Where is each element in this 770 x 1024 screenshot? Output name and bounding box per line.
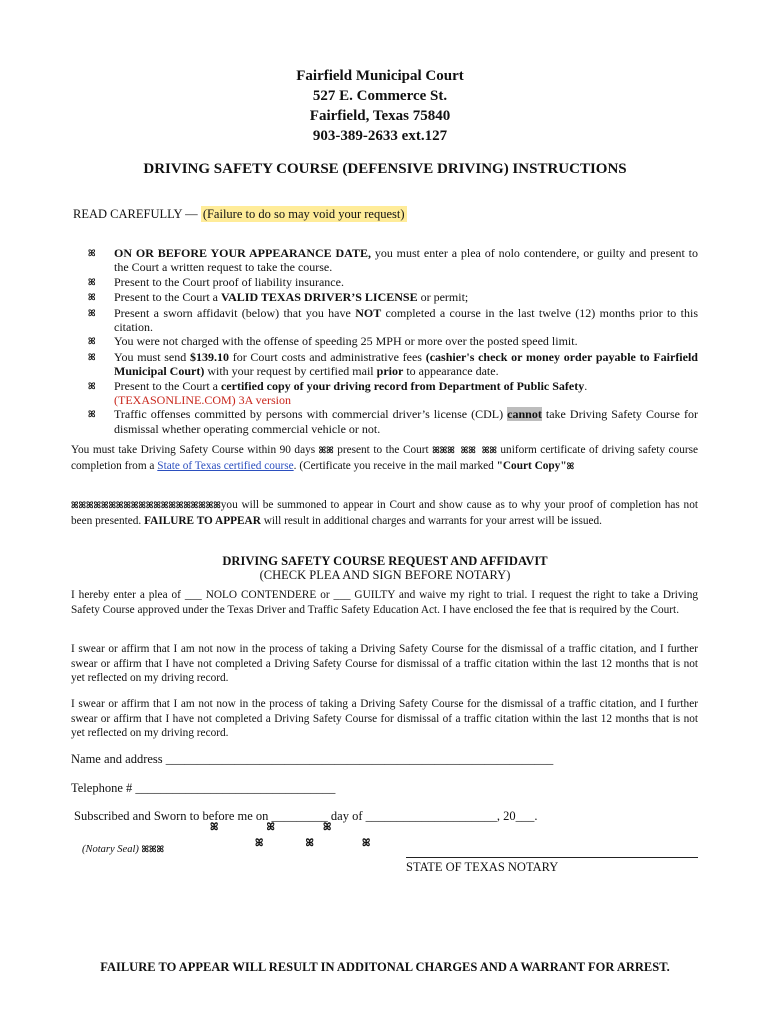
bullet-glyph: ꕤ xyxy=(88,410,96,421)
texasonline-note: (TEXASONLINE.COM) 3A version xyxy=(114,393,291,408)
swear-paragraph-1: I swear or affirm that I am not now in the process of taking a Driving Safety Course for the dismissal of a traffic citation, and I further swear or affirm that I have not completed a Driving Safety Course for dismissal of a traffic citation within the last 12 months that is not yet reflected on my driving record. xyxy=(71,643,698,684)
garbled-glyphs: ꕤꕤ xyxy=(318,446,334,456)
notary-signature-line[interactable] xyxy=(406,857,698,858)
court-header xyxy=(0,66,770,146)
list-item xyxy=(88,290,698,305)
item-bold: VALID TEXAS DRIVER’S LICENSE xyxy=(220,290,418,305)
telephone-field[interactable]: Telephone # ________________________________ xyxy=(71,781,336,795)
garbled-glyphs: ꕤꕤꕤꕤꕤꕤꕤꕤꕤꕤꕤꕤꕤꕤꕤꕤꕤꕤꕤꕤ xyxy=(71,501,221,511)
para1-b: present to the Court xyxy=(337,444,429,456)
summons-paragraph xyxy=(71,498,698,528)
list-item xyxy=(88,334,698,349)
item-text: you must enter a plea of nolo contendere, or guilty and present to the Court a written request to take the course. xyxy=(114,246,698,275)
item-pre: Traffic offenses committed by persons with commercial driver’s license (CDL) xyxy=(114,407,508,422)
item-bold-payable: (cashier's check or money order payable to Fairfield Municipal Court) xyxy=(114,349,698,379)
court-copy-label: "Court Copy" xyxy=(496,459,567,472)
read-carefully-note xyxy=(73,207,407,222)
swear-paragraph-2: I swear or affirm that I am not now in the process of taking a Driving Safety Course for the dismissal of a traffic citation, and I further swear or affirm that I have not completed a Driving Safety Course for dismissal of a traffic citation within the last 12 months that is not yet reflected on my driving record. xyxy=(71,698,698,739)
list-item xyxy=(88,246,698,275)
item-mid2: with your request by certified mail xyxy=(204,364,377,379)
item-pre: Present a sworn affidavit (below) that you have xyxy=(114,305,356,320)
sworn-date-field[interactable]: Subscribed and Sworn to before me on _________ day of _____________________, 20___. xyxy=(74,809,538,823)
failure-to-appear-label: FAILURE TO APPEAR xyxy=(144,514,261,527)
read-prefix: READ CAREFULLY — xyxy=(73,207,198,221)
bullet-glyph: ꕤ xyxy=(88,277,96,288)
item-pre: Present to the Court a xyxy=(114,290,221,305)
footer-warning: FAILURE TO APPEAR WILL RESULT IN ADDITONAL CHARGES AND A WARRANT FOR ARREST. xyxy=(100,960,670,974)
list-item xyxy=(88,275,698,290)
deadline-paragraph xyxy=(71,443,698,474)
court-street: 527 E. Commerce St. xyxy=(312,88,448,104)
garbled-glyphs: ꕤ xyxy=(566,461,575,472)
bullet-glyph: ꕤ xyxy=(88,308,96,319)
item-text: . xyxy=(584,378,588,393)
bullet-glyph: ꕤ xyxy=(88,293,96,304)
plea-paragraph: I hereby enter a plea of ___ NOLO CONTENDERE or ___ GUILTY and waive my right to trial. I request the right to take a Driving Safety Course approved under the Texas Driver and Traffic Safety Education Act. I have enclosed the fee that is required by the Court. xyxy=(71,589,698,616)
item-bold: NOT xyxy=(355,305,382,320)
bullet-glyph: ꕤ xyxy=(88,352,96,363)
list-item xyxy=(88,306,698,335)
scan-artifact: ꕤ ꕤ ꕤ xyxy=(210,822,332,833)
certified-course-link[interactable]: State of Texas certified course xyxy=(157,459,294,472)
item-pre: Present to the Court a xyxy=(114,378,221,393)
read-highlight: (Failure to do so may void your request) xyxy=(202,207,405,221)
item-bold-cannot: cannot xyxy=(507,407,542,422)
garbled-glyphs: ꕤꕤꕤ ꕤꕤ ꕤꕤ xyxy=(432,446,497,456)
list-item xyxy=(88,350,698,379)
court-name: Fairfield Municipal Court xyxy=(296,68,464,84)
name-address-field[interactable]: Name and address ______________________________________________________________ xyxy=(71,752,554,766)
bullet-glyph: ꕤ xyxy=(88,249,96,259)
item-bold: certified copy of your driving record from Department of Public Safety xyxy=(220,378,585,393)
affidavit-heading xyxy=(0,554,770,582)
item-bold-prior: prior xyxy=(376,364,404,379)
para2-b: will result in additional charges and warrants for your arrest will be issued. xyxy=(263,514,602,527)
item-bold: $139.10 xyxy=(189,349,229,364)
para1-a: You must take Driving Safety Course within 90 days xyxy=(71,444,316,456)
item-text: or permit; xyxy=(417,290,469,305)
item-mid: for Court costs and administrative fees xyxy=(228,349,426,364)
item-text: take Driving Safety Course for dismissal whether operating commercial vehicle or not. xyxy=(114,407,698,436)
item-bold: ON OR BEFORE YOUR APPEARANCE DATE, xyxy=(114,246,371,260)
notary-label: STATE OF TEXAS NOTARY xyxy=(406,860,559,874)
item-text: You were not charged with the offense of speeding 25 MPH or more over the posted speed limit. xyxy=(114,334,578,349)
list-item xyxy=(88,407,698,436)
affidavit-title: DRIVING SAFETY COURSE REQUEST AND AFFIDAVIT xyxy=(222,554,548,568)
para1-d: . (Certificate you receive in the mail marked xyxy=(293,459,494,472)
item-text: Present to the Court proof of liability insurance. xyxy=(114,274,344,289)
list-item xyxy=(88,379,698,408)
scan-artifact: ꕤ ꕤ ꕤ xyxy=(255,838,371,849)
instruction-list xyxy=(88,246,698,436)
para2-a: you will be summoned to appear in Court and show cause as to why your proof of completion has not been presented. xyxy=(71,499,698,527)
notary-seal-label: (Notary Seal) ꕤꕤꕤ xyxy=(82,844,164,855)
affidavit-subtitle: (CHECK PLEA AND SIGN BEFORE NOTARY) xyxy=(259,568,511,582)
item-pre: You must send xyxy=(114,349,190,364)
court-city: Fairfield, Texas 75840 xyxy=(309,108,451,124)
item-text: to appearance date. xyxy=(403,364,499,379)
bullet-glyph: ꕤ xyxy=(88,337,96,348)
para1-c: uniform certificate of driving safety course completion from a xyxy=(71,444,699,472)
page-title: DRIVING SAFETY COURSE (DEFENSIVE DRIVING) INSTRUCTIONS xyxy=(143,161,627,177)
item-text: completed a course in the last twelve (12) months prior to this citation. xyxy=(114,305,698,335)
court-phone: 903-389-2633 ext.127 xyxy=(312,128,448,144)
bullet-glyph: ꕤ xyxy=(88,381,96,392)
